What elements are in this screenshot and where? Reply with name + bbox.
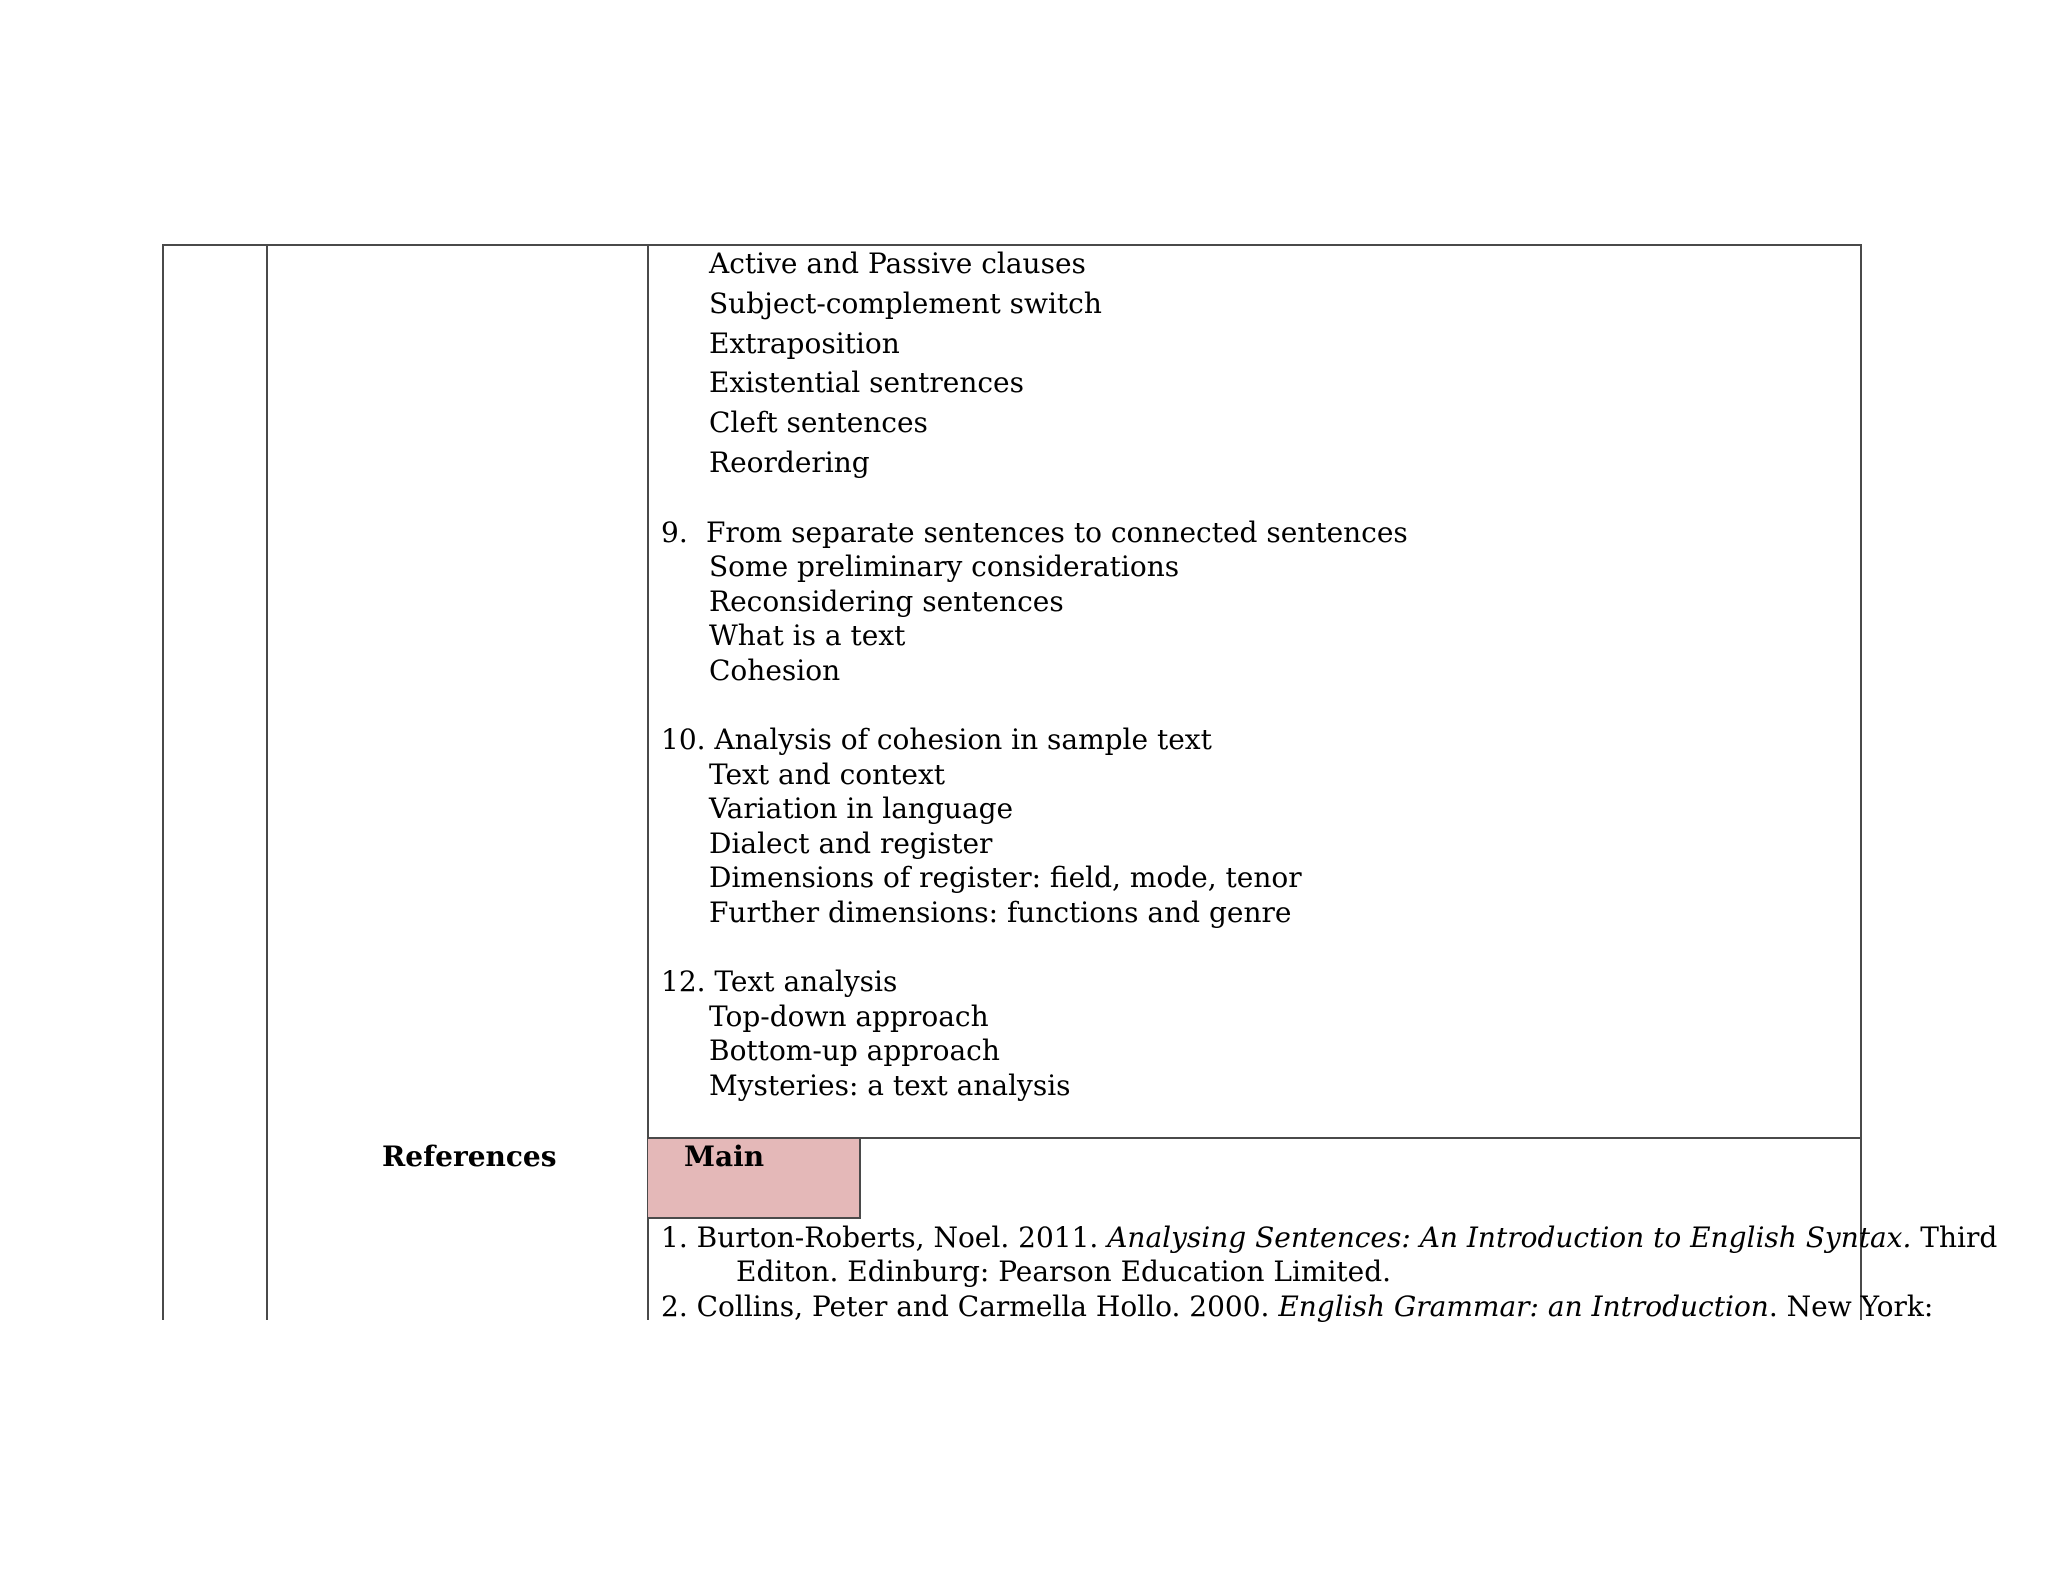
reference-publisher: . New York:	[1768, 1290, 1934, 1323]
topic-subitem: Subject-complement switch	[709, 287, 1102, 320]
reference-authors: 2. Collins, Peter and Carmella Hollo. 2000.	[661, 1290, 1279, 1323]
topic-subitem: Mysteries: a text analysis	[709, 1069, 1071, 1102]
reference-entry	[661, 1221, 1997, 1255]
topic-heading: 12. Text analysis	[661, 965, 898, 998]
references-label: References	[382, 1140, 557, 1173]
topic-heading: 10. Analysis of cohesion in sample text	[661, 723, 1212, 756]
topic-subitem: Cohesion	[709, 654, 841, 687]
topic-subitem: Reordering	[709, 446, 870, 479]
topic-subitem: Further dimensions: functions and genre	[709, 896, 1292, 929]
topic-subitem: Existential sentrences	[709, 366, 1024, 399]
topic-subitem: Dimensions of register: field, mode, tenor	[709, 861, 1302, 894]
topic-subitem: Active and Passive clauses	[709, 247, 1086, 280]
table-top-border	[162, 244, 1862, 246]
topic-subitem: What is a text	[709, 619, 906, 652]
topic-subitem: Top-down approach	[709, 1000, 989, 1033]
topic-subitem: Extraposition	[709, 327, 900, 360]
topic-subitem: Text and context	[709, 758, 946, 791]
main-references-label: Main	[684, 1140, 765, 1173]
topic-heading: From separate sentences to connected sentences	[706, 516, 1408, 549]
table-left-border	[162, 244, 164, 1320]
column-divider-1	[266, 244, 268, 1320]
reference-title: English Grammar: an Introduction	[1278, 1290, 1769, 1323]
topic-subitem: Some preliminary considerations	[709, 550, 1180, 583]
reference-entry	[661, 1290, 1933, 1324]
reference-authors: 1. Burton-Roberts, Noel. 2011.	[661, 1221, 1108, 1254]
table-right-border	[1860, 244, 1862, 1320]
topic-subitem: Cleft sentences	[709, 406, 928, 439]
topic-subitem: Reconsidering sentences	[709, 585, 1064, 618]
topic-number: 9.	[661, 516, 688, 549]
topic-subitem: Dialect and register	[709, 827, 993, 860]
topic-subitem: Bottom-up approach	[709, 1034, 1000, 1067]
reference-continuation: Editon. Edinburg: Pearson Education Limited.	[736, 1255, 1392, 1288]
topic-subitem: Variation in language	[709, 792, 1014, 825]
reference-edition: Third	[1911, 1221, 1998, 1254]
reference-title: Analysing Sentences: An Introduction to English Syntax.	[1107, 1221, 1912, 1254]
